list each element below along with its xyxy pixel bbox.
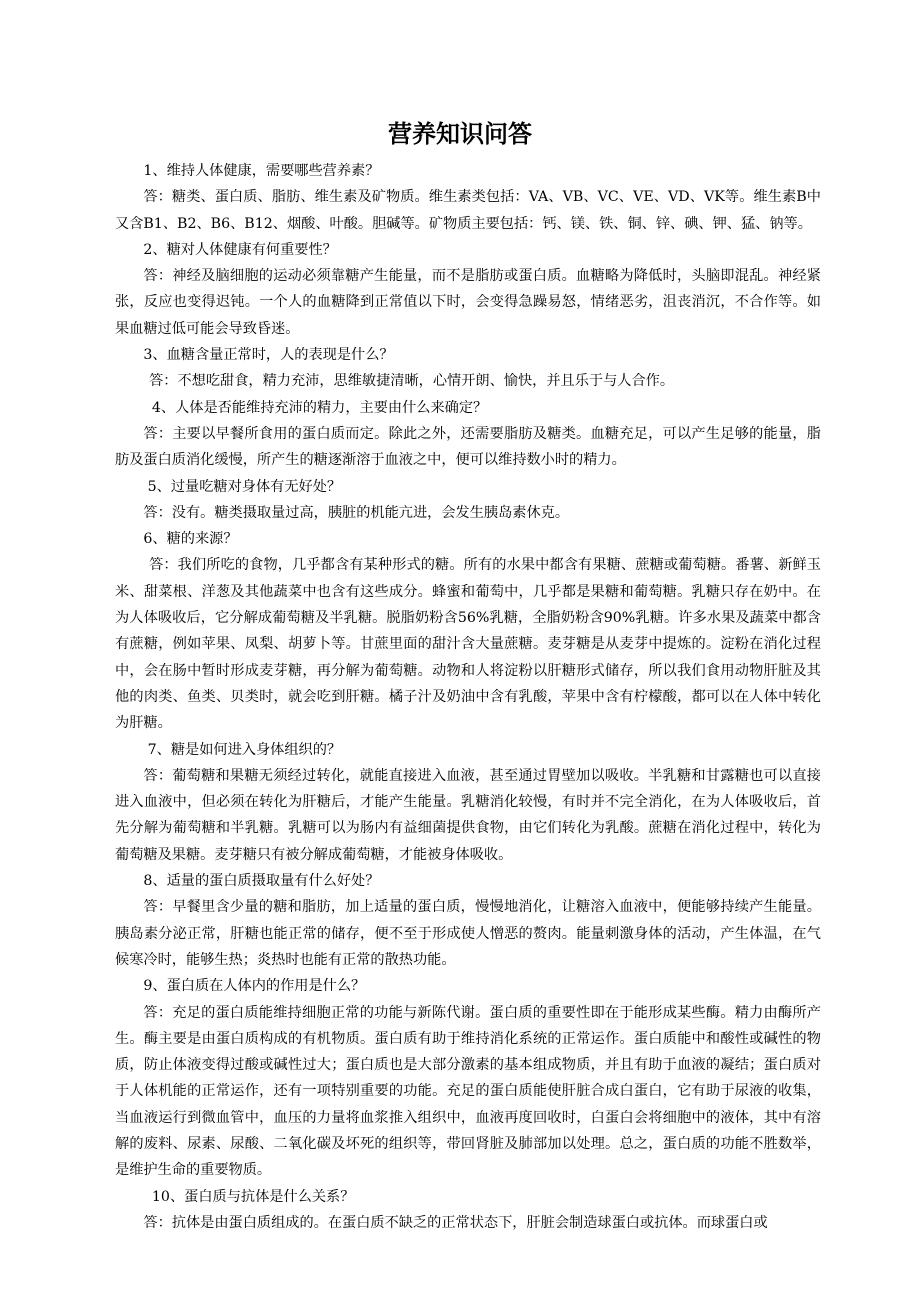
answer-4: 答：主要以早餐所食用的蛋白质而定。除此之外，还需要脂肪及糖类。血糖充足，可以产生足够的能量，脂肪及蛋白质消化缓慢，所产生的糖逐渐溶于血液之中，便可以维持数小时的精力。 [115,425,821,469]
question-8: 8、适量的蛋白质摄取量有什么好处？ [143,873,380,890]
question-4: 4、人体是否能维持充沛的精力，主要由什么来确定？ [151,399,488,416]
question-6: 6、糖的来源？ [143,531,238,548]
answer-3: 答：不想吃甜食，精力充沛，思维敏捷清晰，心情开朗、愉快，并且乐于与人合作。 [149,373,675,390]
question-1: 1、维持人体健康，需要哪些营养素？ [143,163,380,179]
answer-6: 答：我们所吃的食物，几乎都含有某种形式的糖。所有的水果中都含有果糖、蔗糖或葡萄糖。番薯、新鲜玉米、甜菜根、洋葱及其他蔬菜中也含有这些成分。蜂蜜和葡萄中，几乎都是果糖和葡萄糖。乳糖只存在奶中。在为人体吸收后，它分解成葡萄糖及半乳糖。脱脂奶粉含56%乳糖，全脂奶粉含90%乳糖。许多水果及蔬菜中都含有蔗糖，例如苹果、凤梨、胡萝卜等。甘蔗里面的甜汁含大量蔗糖。麦芽糖是从麦芽中提炼的。淀粉在消化过程中，会在肠中暂时形成麦芽糖，再分解为葡萄糖。动物和人将淀粉以肝糖形式储存，所以我们食用动物肝脏及其他的肉类、鱼类、贝类时，就会吃到肝糖。橘子汁及奶油中含有乳酸，苹果中含有柠檬酸，都可以在人体中转化为肝糖。 [115,557,821,732]
question-9: 9、蛋白质在人体内的作用是什么？ [143,978,366,995]
answer-1: 答：糖类、蛋白质、脂肪、维生素及矿物质。维生素类包括：VA、VB、VC、VE、VD、VK等。维生素B中又含B1、B2、B6、B12、烟酸、叶酸。胆碱等。矿物质主要包括：钙、镁、铁、铜、锌、碘、钾、猛、钠等。 [115,189,821,232]
answer-5: 答：没有。糖类摄取量过高，胰脏的机能亢进，会发生胰岛素休克。 [143,504,570,521]
question-3: 3、血糖含量正常时，人的表现是什么？ [143,347,394,364]
question-7: 7、糖是如何进入身体组织的？ [147,741,342,758]
answer-7: 答：葡萄糖和果糖无须经过转化，就能直接进入血液，甚至通过胃壁加以吸收。半乳糖和甘露糖也可以直接进入血液中，但必须在转化为肝糖后，才能产生能量。乳糖消化较慢，有时并不完全消化，在为人体吸收后，首先分解为葡萄糖和半乳糖。乳糖可以为肠内有益细菌提供食物，由它们转化为乳酸。蔗糖在消化过程中，转化为葡萄糖及果糖。麦芽糖只有被分解成葡萄糖，才能被身体吸收。 [115,767,821,863]
answer-10: 答：抗体是由蛋白质组成的。在蛋白质不缺乏的正常状态下，肝脏会制造球蛋白或抗体。而球蛋白或 [143,1214,768,1231]
question-5: 5、过量吃糖对身体有无好处？ [147,478,342,495]
question-10: 10、蛋白质与抗体是什么关系？ [151,1188,355,1205]
answer-2: 答：神经及脑细胞的运动必须靠糖产生能量，而不是脂肪或蛋白质。血糖略为降低时，头脑即混乱。神经紧张，反应也变得迟钝。一个人的血糖降到正常值以下时，会变得急躁易怒，情绪恶劣，沮丧消沉，不合作等。如果血糖过低可能会导致昏迷。 [115,268,821,337]
question-2: 2、糖对人体健康有何重要性？ [143,241,337,258]
page-title: 营养知识问答 [388,119,532,148]
qa-content [115,158,821,1236]
answer-8: 答：早餐里含少量的糖和脂肪，加上适量的蛋白质，慢慢地消化，让糖溶入血液中，便能够持续产生能量。胰岛素分泌正常，肝糖也能正常的储存，便不至于形成使人憎恶的赘肉。能量刺激身体的活动，产生体温，在气候寒冷时，能够生热；炎热时也能有正常的散热功能。 [115,899,821,968]
answer-9: 答：充足的蛋白质能维持细胞正常的功能与新陈代谢。蛋白质的重要性即在于能形成某些酶。精力由酶所产生。酶主要是由蛋白质构成的有机物质。蛋白质有助于维持消化系统的正常运作。蛋白质能中和酸性或碱性的物质，防止体液变得过酸或碱性过大；蛋白质也是大部分激素的基本组成物质，并且有助于血液的凝结；蛋白质对于人体机能的正常运作，还有一项特别重要的功能。充足的蛋白质能使肝脏合成白蛋白，它有助于尿液的收集，当血液运行到微血管中，血压的力量将血浆推入组织中，血液再度回收时，白蛋白会将细胞中的液体，其中有溶解的废料、尿素、尿酸、二氧化碳及坏死的组织等，带回肾脏及肺部加以处理。总之，蛋白质的功能不胜数举，是维护生命的重要物质。 [115,1004,821,1179]
